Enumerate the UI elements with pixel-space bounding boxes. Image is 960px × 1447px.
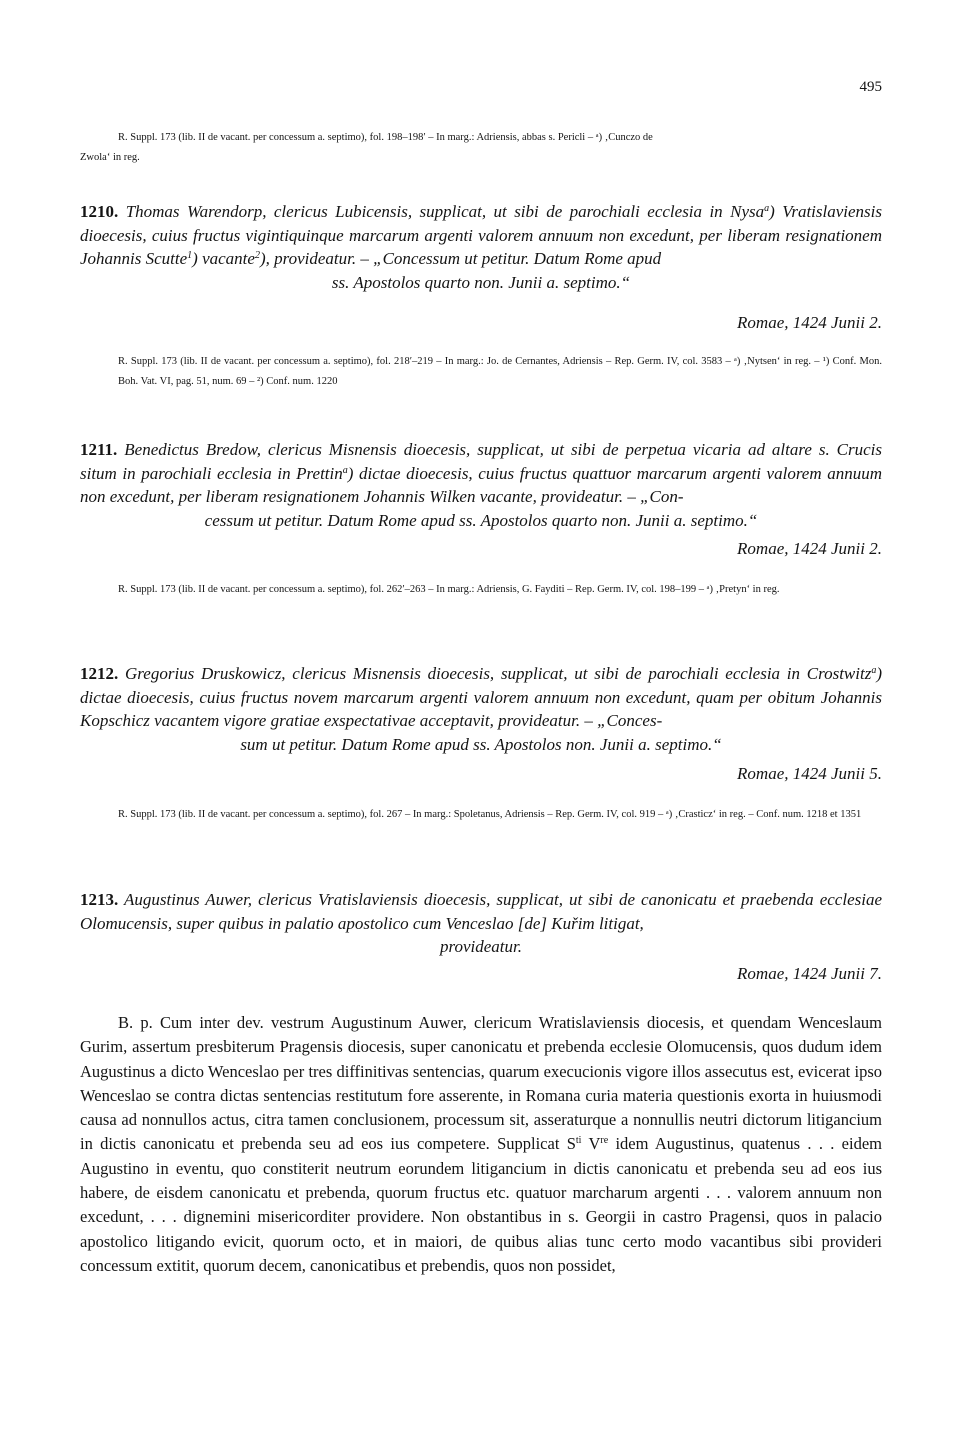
entry-date: Romae, 1424 Junii 5. xyxy=(737,764,882,783)
entry-text-tail: ss. Apostolos quarto non. Junii a. septimo.“ xyxy=(331,272,631,292)
abbrev-superscript: re xyxy=(600,1135,609,1147)
footnote-marker: 1 xyxy=(187,250,193,261)
footnote-line: R. Suppl. 173 (lib. II de vacant. per concessum a. septimo), fol. 198–198′ – In marg.: Adriensis, abbas s. Pericli – ᵃ) ‚Cunczo de xyxy=(118,132,653,143)
entry-text: Thomas Warendorp, clericus Lubicensis, supplicat, ut sibi de parochiali ecclesia in Nysa xyxy=(125,202,765,221)
entry-note-text: R. Suppl. 173 (lib. II de vacant. per concessum a. septimo), fol. 218′–219 – In marg.: Jo. de Cernantes, Adriensis – Rep. Germ. IV, col. 3583 – ᵃ) ‚Nytsen‘ in reg. – ¹) Conf. Mon. Boh. Vat. VI, pag. 51, num. 69 – ²) Conf. num. 1220 xyxy=(118,356,882,387)
entry-note-text: R. Suppl. 173 (lib. II de vacant. per concessum a. septimo), fol. 262′–263 – In marg.: Adriensis, G. Fayditi – Rep. Germ. IV, col. 198–199 – ᵃ) ‚Pretyn‘ in reg. xyxy=(118,584,780,595)
footnote-marker: a xyxy=(342,464,348,476)
body-text: V xyxy=(581,1134,601,1154)
entry-note xyxy=(80,352,882,392)
entry-note xyxy=(80,580,882,600)
entry-text-tail: cessum ut petitur. Datum Rome apud ss. Apostolos quarto non. Junii a. septimo.“ xyxy=(204,510,758,530)
entry-note xyxy=(80,805,882,825)
entry-text-tail: sum ut petitur. Datum Rome apud ss. Apostolos non. Junii a. septimo.“ xyxy=(240,734,722,754)
entry-text: ) vacante xyxy=(192,249,255,268)
entry-text: Gregorius Druskowicz, clericus Misnensis dioecesis, supplicat, ut sibi de parochiali ecclesia in Crostwitz xyxy=(125,664,872,683)
entry-1212 xyxy=(80,662,882,756)
entry-text: ) dictae dioecesis, cuius fructus quattuor marcarum argenti valorem annuum non excedunt, per liberam resignationem Johannis Wilken vacante, provideatur. – „Con- xyxy=(80,463,882,506)
entry-text: ) dictae dioecesis, cuius fructus novem marcarum argenti valorem annuum non excedunt, quam per obitum Johannis Kopschicz vacantem vigore gratiae exspectativae acceptavit, provideatur. – „Conces- xyxy=(80,664,883,730)
entry-number: 1213. xyxy=(80,890,119,909)
footnote-marker: 2 xyxy=(254,250,260,261)
body-text: B. p. Cum inter dev. vestrum Augustinum Auwer, clericum Wratislaviensis diocesis, et quendam Wenceslaum Gurim, assertum presbiterum Pragensis diocesis, super canonicatu et prebenda ecclesie Olomucensis, quos dudum idem Augustinus a dicto Wenceslao per tres diffinitivas sentencias, quarum execucionis vigore illos assecutus est, evicerat ipso Wenceslao se contra dictas sentencias restitutum fore asserente, in Romana curia materia questionis exorta in huiusmodi causa ad nonnullos actus, citra tamen conclusionem, processum sit, asseraturque a nonnullis neutri dictorum litigancium in dictis canonicatu et prebenda seu ad eos ius competere. Supplicat S xyxy=(80,1013,882,1154)
entry-text-tail: provideatur. xyxy=(439,937,522,956)
entry-date: Romae, 1424 Junii 2. xyxy=(737,539,882,558)
body-text: idem Augustinus, quatenus . . . eidem Augustino in eventu, quo constiterit neutrum eorundem litigancium in dictis canonicatu et prebenda seu ad eos ius habere, de eisdem canonicatu et prebenda, quorum fructus etc. quatuor marcharum argenti . . . valorem annuum non excedunt, . . . dignemini misericorditer providere. Non obstantibus in s. Georgii in castro Pragensi, quos in palacio apostolico litigando evicit, quorum octo, et in maiori, de quibus alias tunc certo modo vacantibus sibi provideri concessum extitit, quorum decem, canonicatibus et prebendis, quos non possidet, xyxy=(80,1134,882,1275)
entry-text: ) Vratislaviensis dioecesis, cuius fructus vigintiquinque marcarum argenti valorem annuum non excedunt, per liberam resignationem Johannis Scutte xyxy=(80,202,883,268)
entry-date: Romae, 1424 Junii 2. xyxy=(737,313,882,332)
footnote-prev-entry xyxy=(80,128,882,168)
entry-text: ), provideatur. – „Concessum ut petitur. Datum Rome apud xyxy=(259,249,662,268)
entry-text: Benedictus Bredow, clericus Misnensis dioecesis, supplicat, ut sibi de perpetua vicaria ad altare s. Crucis situm in parochiali ecclesia in Prettin xyxy=(80,440,882,483)
entry-1210 xyxy=(80,200,882,294)
abbrev-superscript: ti xyxy=(575,1135,582,1147)
footnote-marker: a xyxy=(871,665,877,676)
entry-number: 1210. xyxy=(80,202,119,221)
page-number: 495 xyxy=(859,79,882,95)
entry-date: Romae, 1424 Junii 7. xyxy=(737,964,882,983)
entry-note-text: R. Suppl. 173 (lib. II de vacant. per concessum a. septimo), fol. 267 – In marg.: Spoletanus, Adriensis – Rep. Germ. IV, col. 919 – ᵃ) ‚Crasticz‘ in reg. – Conf. num. 1218 et 1351 xyxy=(118,809,862,820)
document-page xyxy=(80,0,882,1447)
entry-1211 xyxy=(80,438,882,532)
entry-number: 1211. xyxy=(80,440,118,459)
entry-number: 1212. xyxy=(80,664,119,683)
footnote-line: Zwola‘ in reg. xyxy=(80,152,140,163)
supplication-text xyxy=(80,1011,882,1278)
entry-text: Augustinus Auwer, clericus Vratislaviensis dioecesis, supplicat, ut sibi de canonicatu et praebenda ecclesiae Olomucensis, super quibus in palatio apostolico cum Venceslao [de] Kuřim litigat, xyxy=(80,890,882,933)
footnote-marker: a xyxy=(764,203,770,214)
entry-1213 xyxy=(80,888,882,959)
